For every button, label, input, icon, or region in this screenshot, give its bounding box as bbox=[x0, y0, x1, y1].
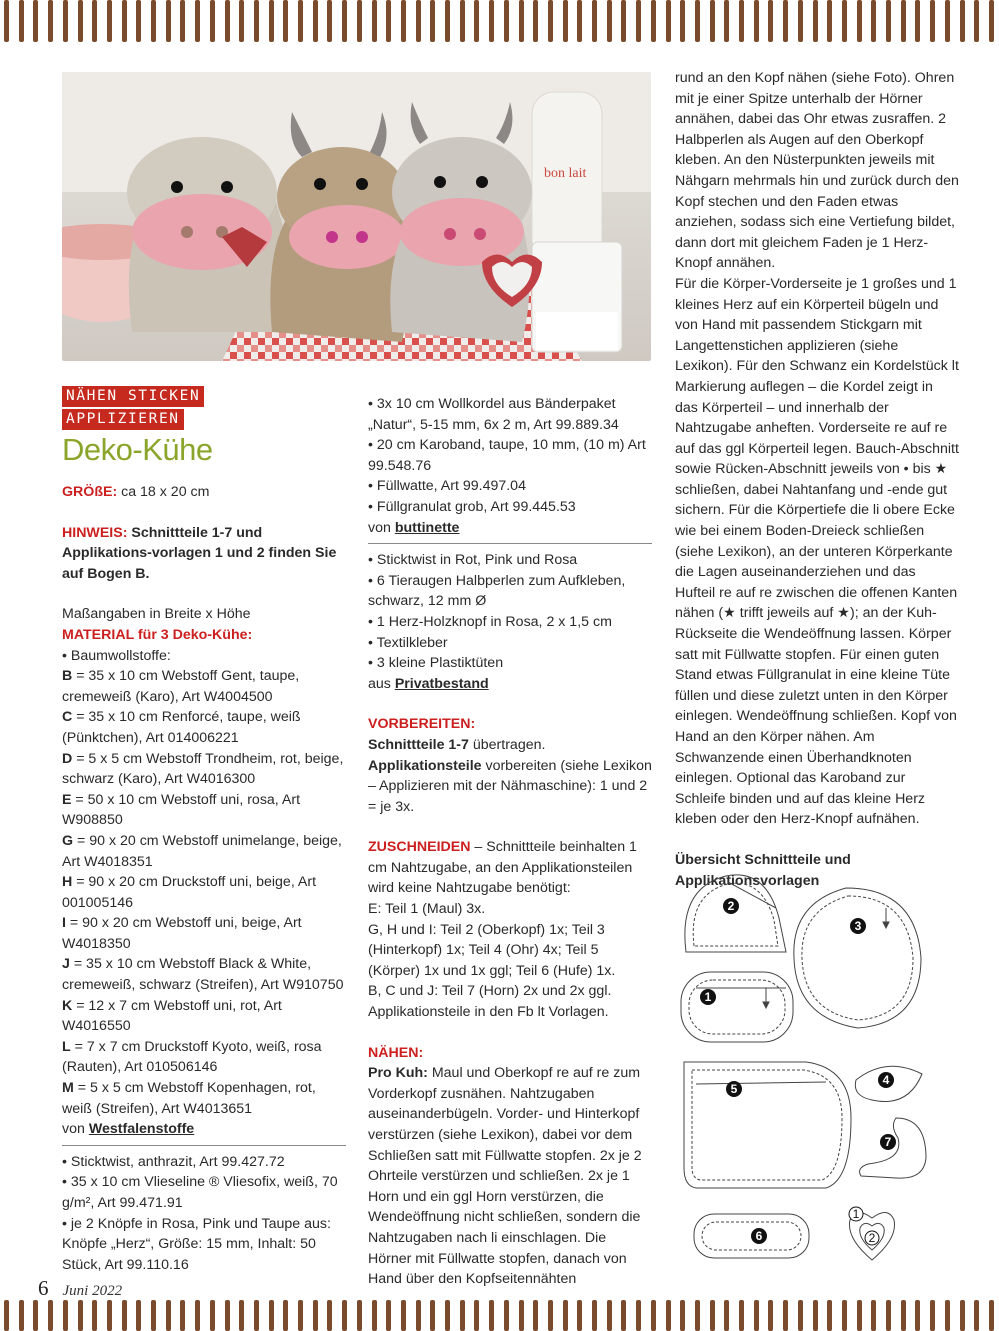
stripe bbox=[827, 1300, 832, 1331]
material-item: • Textilkleber bbox=[368, 634, 448, 651]
cows-photo bbox=[62, 72, 651, 361]
fabric-item bbox=[62, 749, 346, 790]
stripe bbox=[195, 1300, 200, 1331]
stripe bbox=[416, 1300, 421, 1331]
stripe bbox=[489, 1300, 494, 1331]
fabric-key: D bbox=[62, 750, 73, 767]
stripe bbox=[666, 0, 671, 42]
sew-text: Maul und Oberkopf re auf re zum Vorderkopf zusnähen. Nahtzugaben auseinanderbügeln. Vorder- und Hinterkopf verstürzen (siehe Lexikon), dabei vor dem Schließen satt mit Füllwatte stopfen. 2x je 2 Ohrteile verstürzen und schließen. 2x je 1 Horn und ein ggl Horn verstürzen, die Wendeöffnung nicht schließen, sondern die Nahtzugaben nach li einschlagen. Die Hörner mit Füllwatte stopfen, danach von Hand über den Kopfseitennähten bbox=[368, 1065, 642, 1288]
stripe bbox=[960, 0, 965, 42]
cut-line: B, C und J: Teil 7 (Horn) 2x und 2x ggl. Applikationsteile in den Fb lt Vorlagen. bbox=[368, 983, 612, 1021]
fabric-key: H bbox=[62, 874, 73, 891]
stripe bbox=[945, 0, 950, 42]
issue-date: Juni 2022 bbox=[62, 1283, 123, 1299]
stripe bbox=[548, 0, 553, 42]
sew-heading: NÄHEN: bbox=[368, 1044, 424, 1061]
stripe bbox=[210, 1300, 215, 1331]
stripe bbox=[724, 1300, 729, 1331]
fabric-key: E bbox=[62, 791, 72, 808]
page-footer bbox=[38, 1276, 122, 1301]
stripe bbox=[342, 0, 347, 42]
stripe bbox=[974, 0, 979, 42]
pattern-piece-5 bbox=[684, 1062, 851, 1188]
stripe bbox=[813, 1300, 818, 1331]
stripe bbox=[4, 1300, 9, 1331]
fabric-text: = 50 x 10 cm Webstoff uni, rosa, Art W908850 bbox=[62, 791, 301, 829]
stripe bbox=[695, 0, 700, 42]
stripe bbox=[122, 1300, 127, 1331]
stripe bbox=[78, 0, 83, 42]
stripe bbox=[269, 1300, 274, 1331]
stripe bbox=[254, 1300, 259, 1331]
material-item: • Sticktwist in Rot, Pink und Rosa bbox=[368, 552, 578, 569]
material-item: • 3 kleine Plastiktüten bbox=[368, 655, 504, 672]
pattern-number: 2 bbox=[727, 899, 735, 913]
material-item: • 6 Tieraugen Halbperlen zum Aufkleben, schwarz, 12 mm Ø bbox=[368, 572, 626, 610]
fabric-text: = 90 x 20 cm Webstoff unimelange, beige, Art W4018351 bbox=[62, 832, 342, 870]
top-stripe-border bbox=[0, 0, 999, 42]
stripe bbox=[122, 0, 127, 42]
pattern-number: 1 bbox=[704, 990, 712, 1004]
stripe bbox=[960, 1300, 965, 1331]
stripe bbox=[33, 1300, 38, 1331]
stripe bbox=[930, 0, 935, 42]
material-item: • je 2 Knöpfe in Rosa, Pink und Taupe aus: Knöpfe „Herz“, Größe: 15 mm, Inhalt: 50 Stück, Art 99.110.16 bbox=[62, 1215, 331, 1273]
stripe bbox=[474, 1300, 479, 1331]
stripe bbox=[607, 1300, 612, 1331]
article-title: Deko-Kühe bbox=[62, 432, 213, 467]
material-item: • 1 Herz-Holzknopf in Rosa, 2 x 1,5 cm bbox=[368, 613, 612, 630]
material-heading: MATERIAL für 3 Deko-Kühe: bbox=[62, 626, 253, 643]
pattern-number: 6 bbox=[755, 1229, 763, 1243]
stripe bbox=[739, 0, 744, 42]
stripe bbox=[783, 1300, 788, 1331]
stripe bbox=[621, 0, 626, 42]
source-name: buttinette bbox=[394, 519, 460, 536]
stripe bbox=[651, 0, 656, 42]
cut-line: G, H und I: Teil 2 (Oberkopf) 1x; Teil 3 (Hinterkopf) 1x; Teil 4 (Ohr) 4x; Teil 5 (Körper) 1x und 1x ggl; Teil 6 (Hufe) 1x. bbox=[368, 921, 616, 979]
stripe bbox=[283, 0, 288, 42]
fabric-text: = 35 x 10 cm Webstoff Black & White, cremeweiß, schwarz (Streifen), Art W910750 bbox=[62, 956, 344, 994]
stripe bbox=[254, 0, 259, 42]
fabric-text: = 90 x 20 cm Druckstoff uni, beige, Art 001005146 bbox=[62, 874, 317, 911]
prepare-line1-bold: Schnittteile 1-7 bbox=[368, 736, 469, 753]
stripe bbox=[871, 0, 876, 42]
pattern-number: 1 bbox=[852, 1207, 860, 1221]
source-prefix: aus bbox=[368, 675, 395, 692]
note-text: Schnittteile 1-7 und Applikations-vorlagen 1 und 2 finden Sie auf Bogen B. bbox=[62, 524, 337, 582]
materials-list-b bbox=[368, 394, 652, 518]
stripe bbox=[710, 0, 715, 42]
fabric-text: = 12 x 7 cm Webstoff uni, rot, Art W4016550 bbox=[62, 997, 282, 1035]
stripe bbox=[474, 0, 479, 42]
stripe bbox=[651, 1300, 656, 1331]
fabric-item bbox=[62, 1078, 346, 1119]
stripe bbox=[519, 1300, 524, 1331]
stripe bbox=[386, 1300, 391, 1331]
stripe bbox=[563, 0, 568, 42]
stripe bbox=[48, 0, 53, 42]
stripe bbox=[533, 0, 538, 42]
stripe bbox=[357, 1300, 362, 1331]
stripe bbox=[298, 1300, 303, 1331]
stripe bbox=[180, 1300, 185, 1331]
stripe bbox=[107, 1300, 112, 1331]
fabric-item bbox=[62, 790, 346, 831]
stripe bbox=[680, 0, 685, 42]
stripe bbox=[945, 1300, 950, 1331]
divider bbox=[368, 543, 652, 544]
stripe bbox=[827, 0, 832, 42]
stripe bbox=[445, 1300, 450, 1331]
column-3 bbox=[675, 68, 959, 891]
material-item: • Füllgranulat grob, Art 99.445.53 bbox=[368, 498, 576, 515]
fabric-text: = 35 x 10 cm Webstoff Gent, taupe, cremeweiß (Karo), Art W4004500 bbox=[62, 668, 300, 705]
fabric-text: = 35 x 10 cm Renforcé, taupe, weiß (Pünktchen), Art 014006221 bbox=[62, 709, 301, 746]
stripe bbox=[327, 0, 332, 42]
fabric-item bbox=[62, 913, 346, 954]
stripe bbox=[342, 1300, 347, 1331]
stripe bbox=[695, 1300, 700, 1331]
fabric-item bbox=[62, 872, 346, 913]
stripe bbox=[313, 1300, 318, 1331]
stripe bbox=[901, 1300, 906, 1331]
stripe bbox=[210, 0, 215, 42]
stripe bbox=[489, 0, 494, 42]
fabric-text: = 7 x 7 cm Druckstoff Kyoto, weiß, rosa (Rauten), Art 010506146 bbox=[62, 1038, 322, 1076]
pattern-piece-3 bbox=[794, 888, 921, 1028]
fabric-item bbox=[62, 831, 346, 872]
material-item: • 35 x 10 cm Vlieseline ® Vliesofix, weiß, 70 g/m², Art 99.471.91 bbox=[62, 1174, 338, 1211]
pattern-overview-diagram bbox=[676, 868, 938, 1268]
fabric-text: = 90 x 20 cm Webstoff uni, beige, Art W4018350 bbox=[62, 915, 302, 952]
stripe bbox=[592, 0, 597, 42]
stripe bbox=[239, 0, 244, 42]
stripe bbox=[63, 0, 68, 42]
pattern-number: 3 bbox=[854, 919, 862, 933]
stripe bbox=[666, 1300, 671, 1331]
stripe bbox=[563, 1300, 568, 1331]
stripe bbox=[166, 0, 171, 42]
stripe bbox=[151, 0, 156, 42]
note-label: HINWEIS: bbox=[62, 524, 128, 541]
dimensions-note: Maßangaben in Breite x Höhe bbox=[62, 606, 251, 623]
stripe bbox=[136, 1300, 141, 1331]
prepare-line1-rest: übertragen. bbox=[468, 736, 546, 753]
stripe bbox=[92, 0, 97, 42]
stripe bbox=[915, 0, 920, 42]
stripe bbox=[533, 1300, 538, 1331]
fabric-key: L bbox=[62, 1038, 71, 1055]
fabric-key: I bbox=[62, 915, 66, 932]
stripe bbox=[48, 1300, 53, 1331]
stripe bbox=[225, 1300, 230, 1331]
stripe bbox=[577, 0, 582, 42]
pattern-number: 4 bbox=[882, 1073, 890, 1087]
stripe bbox=[974, 1300, 979, 1331]
materials-list-c bbox=[368, 550, 652, 674]
stripe bbox=[151, 1300, 156, 1331]
stripe bbox=[798, 1300, 803, 1331]
stripe bbox=[166, 1300, 171, 1331]
stripe bbox=[842, 1300, 847, 1331]
section-tags bbox=[62, 386, 204, 432]
instructions-paragraph: rund an den Kopf nähen (siehe Foto). Ohren mit je einer Spitze unterhalb der Hörner annähen, dabei das Ohr etwas zusraffen. 2 Halbperlen als Augen auf den Oberkopf kleben. An den Nüsterpunkten jeweils mit Nähgarn mehrmals hin und zurück durch den Kopf stechen und den Faden etwas anziehen, sodass sich eine Vertiefung bildet, dann dort mit gleichem Faden je 1 Herz-Knopf annähen. bbox=[675, 70, 959, 272]
stripe bbox=[430, 0, 435, 42]
stripe bbox=[886, 0, 891, 42]
material-item: • 20 cm Karoband, taupe, 10 mm, (10 m) Art 99.548.76 bbox=[368, 437, 646, 474]
overview-heading: Übersicht Schnittteile und Applikationsvorlagen bbox=[675, 851, 851, 889]
sew-lead: Pro Kuh: bbox=[368, 1065, 428, 1082]
stripe bbox=[180, 0, 185, 42]
fabric-item bbox=[62, 954, 346, 995]
size-label: GRÖßE: bbox=[62, 484, 118, 500]
stripe bbox=[504, 1300, 509, 1331]
stripe bbox=[989, 1300, 994, 1331]
stripe bbox=[886, 1300, 891, 1331]
stripe bbox=[401, 1300, 406, 1331]
stripe bbox=[621, 1300, 626, 1331]
stripe bbox=[430, 1300, 435, 1331]
fabric-key: C bbox=[62, 709, 73, 726]
stripe bbox=[283, 1300, 288, 1331]
stripe bbox=[754, 1300, 759, 1331]
stripe bbox=[460, 1300, 465, 1331]
stripe bbox=[225, 0, 230, 42]
stripe bbox=[372, 0, 377, 42]
stripe bbox=[19, 1300, 24, 1331]
page-number: 6 bbox=[38, 1276, 49, 1300]
fabric-item bbox=[62, 996, 346, 1037]
stripe bbox=[548, 1300, 553, 1331]
column-2 bbox=[368, 394, 652, 1290]
fabric-key: M bbox=[62, 1080, 74, 1097]
stripe bbox=[798, 0, 803, 42]
stripe bbox=[372, 1300, 377, 1331]
section-tag: NÄHEN STICKEN bbox=[62, 386, 204, 407]
stripe bbox=[857, 0, 862, 42]
section-tag: APPLIZIEREN bbox=[62, 409, 184, 430]
fabric-key: B bbox=[62, 668, 73, 685]
bottom-stripe-border bbox=[0, 1300, 999, 1331]
stripe bbox=[871, 1300, 876, 1331]
source-prefix: von bbox=[62, 1121, 89, 1138]
stripe bbox=[710, 1300, 715, 1331]
stripe bbox=[930, 1300, 935, 1331]
stripe bbox=[989, 0, 994, 42]
stripe bbox=[768, 1300, 773, 1331]
stripe bbox=[63, 1300, 68, 1331]
stripe bbox=[901, 0, 906, 42]
cut-intro: – Schnittteile beinhalten 1 cm Nahtzugabe, an den Applikationsteilen wird keine Nahtzugabe benötigt: bbox=[368, 839, 637, 897]
fabric-item bbox=[62, 707, 346, 748]
stripe bbox=[4, 0, 9, 42]
stripe bbox=[592, 1300, 597, 1331]
stripe bbox=[739, 1300, 744, 1331]
stripe bbox=[842, 0, 847, 42]
materials-list-a bbox=[62, 1152, 346, 1276]
fabric-list bbox=[62, 666, 346, 1119]
fabric-text: = 5 x 5 cm Webstoff Trondheim, rot, beige, schwarz (Karo), Art W4016300 bbox=[62, 750, 344, 788]
cut-line: E: Teil 1 (Maul) 3x. bbox=[368, 901, 486, 918]
stripe bbox=[239, 1300, 244, 1331]
stripe bbox=[298, 0, 303, 42]
stripe bbox=[915, 1300, 920, 1331]
material-item: • Sticktwist, anthrazit, Art 99.427.72 bbox=[62, 1153, 285, 1170]
prepare-line2-bold: Applikationsteile bbox=[368, 757, 482, 774]
size-value: ca 18 x 20 cm bbox=[117, 484, 210, 500]
stripe bbox=[636, 0, 641, 42]
column-1 bbox=[62, 482, 346, 1275]
stripe bbox=[680, 1300, 685, 1331]
fabric-item bbox=[62, 1037, 346, 1078]
pattern-number: 2 bbox=[868, 1231, 876, 1245]
stripe bbox=[92, 1300, 97, 1331]
stripe bbox=[269, 0, 274, 42]
stripe bbox=[327, 1300, 332, 1331]
svg-text:bon lait: bon lait bbox=[544, 166, 587, 181]
stripe bbox=[754, 0, 759, 42]
stripe bbox=[460, 0, 465, 42]
stripe bbox=[783, 0, 788, 42]
pattern-number: 5 bbox=[730, 1082, 738, 1096]
stripe bbox=[19, 0, 24, 42]
stripe bbox=[519, 0, 524, 42]
stripe bbox=[504, 0, 509, 42]
stripe bbox=[813, 0, 818, 42]
stripe bbox=[724, 0, 729, 42]
fabrics-intro: • Baumwollstoffe: bbox=[62, 647, 171, 664]
stripe bbox=[636, 1300, 641, 1331]
pattern-piece-1 bbox=[681, 972, 793, 1042]
stripe bbox=[136, 0, 141, 42]
source-name: Westfalenstoffe bbox=[88, 1121, 195, 1138]
stripe bbox=[768, 0, 773, 42]
fabric-key: G bbox=[62, 832, 74, 849]
material-item: • 3x 10 cm Wollkordel aus Bänderpaket „Natur“, 5-15 mm, 6x 2 m, Art 99.889.34 bbox=[368, 396, 619, 433]
stripe bbox=[313, 0, 318, 42]
stripe bbox=[577, 1300, 582, 1331]
material-item: • Füllwatte, Art 99.497.04 bbox=[368, 478, 526, 495]
stripe bbox=[33, 0, 38, 42]
pattern-number: 7 bbox=[884, 1135, 892, 1149]
stripe bbox=[195, 0, 200, 42]
source-name: Privatbestand bbox=[394, 675, 489, 692]
cut-heading: ZUSCHNEIDEN bbox=[368, 839, 471, 856]
stripe bbox=[357, 0, 362, 42]
stripe bbox=[401, 0, 406, 42]
source-prefix: von bbox=[368, 519, 395, 536]
fabric-text: = 5 x 5 cm Webstoff Kopenhagen, rot, weiß (Streifen), Art W4013651 bbox=[62, 1080, 316, 1117]
stripe bbox=[386, 0, 391, 42]
stripe bbox=[607, 0, 612, 42]
stripe bbox=[445, 0, 450, 42]
fabric-item bbox=[62, 666, 346, 707]
prepare-line2-rest: vorbereiten (siehe Lexikon – Applizieren mit der Nähmaschine): 1 und 2 = je 3x. bbox=[368, 757, 652, 815]
fabric-key: J bbox=[62, 956, 70, 973]
divider bbox=[62, 1145, 346, 1146]
stripe bbox=[857, 1300, 862, 1331]
prepare-heading: VORBEREITEN: bbox=[368, 716, 476, 733]
instructions-paragraph: Für die Körper-Vorderseite je 1 großes und 1 kleines Herz auf ein Körperteil bügeln und von Hand mit passendem Stickgarn mit Langettenstichen applizieren (siehe Lexikon). Für den Schwanz ein Kordelstück lt Markierung auflegen – die Kordel zeigt in das Körperteil – und innerhalb der Nahtzugabe anheften. Vorderseite re auf re auf das ggl Körperteil legen. Bauch-Abschnitt sowie Rücken-Abschnitt jeweils von • bis ★ schließen, dabei Nahtanfang und -ende gut sichern. Für die Körpertiefe die li obere Ecke wie bei einem Boden-Dreieck schließen (siehe Lexikon), an der unteren Körperkante die Lagen auseinanderziehen und das Hufteil re auf re zwischen die offenen Kanten nähen (★ trifft jeweils auf ★); an der Kuh-Rückseite die Wendeöffnung lassen. Körper satt mit Füllwatte stopfen. Für einen guten Stand etwas Füllgranulat in eine kleine Tüte füllen und diese zuletzt unten in den Körper einlegen. Wendeöffnung schließen. Kopf von Hand an den Körper nähen. Am Schwanzende einen Überhandknoten einlegen. Optional das Karoband zur Schleife binden und auf das kleine Herz kleben oder den Herz-Knopf aufnähen. bbox=[675, 275, 959, 828]
stripe bbox=[107, 0, 112, 42]
stripe bbox=[78, 1300, 83, 1331]
fabric-key: K bbox=[62, 997, 73, 1014]
stripe bbox=[416, 0, 421, 42]
